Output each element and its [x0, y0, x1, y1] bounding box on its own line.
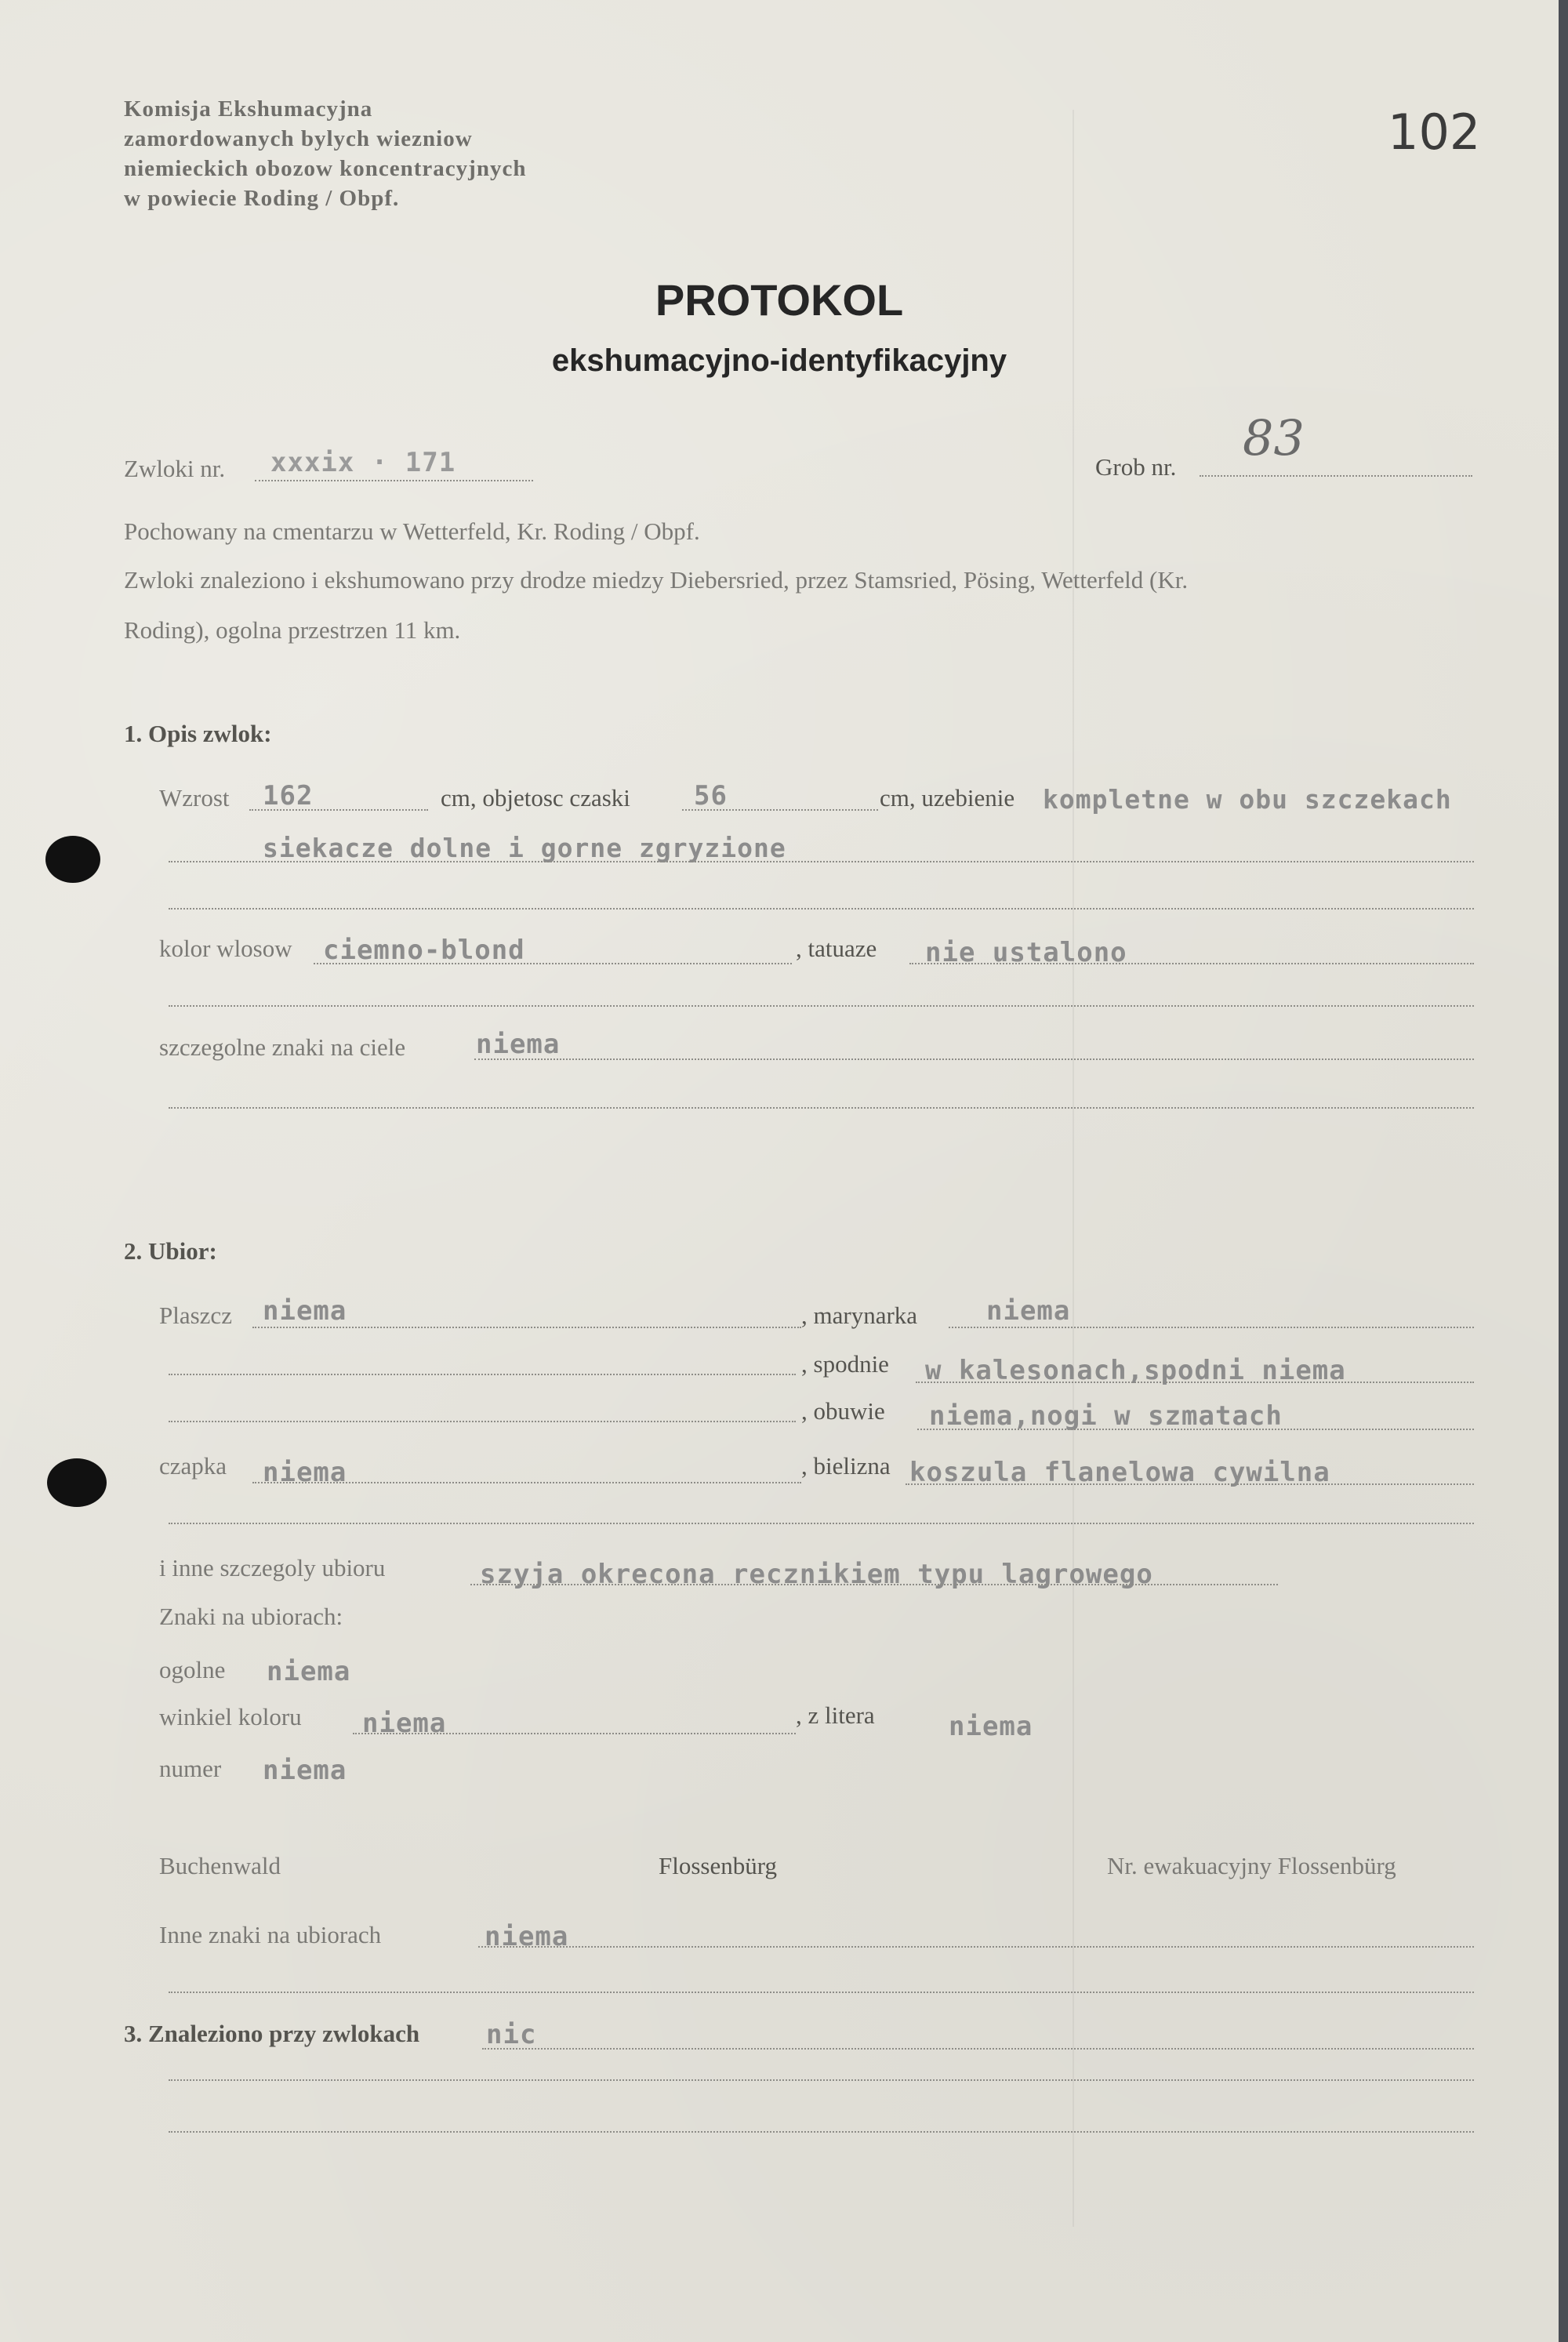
punch-hole-lower — [47, 1458, 107, 1507]
coat-label: Plaszcz — [159, 1302, 232, 1329]
skull-label: cm, objetosc czaski — [441, 784, 630, 812]
hair-color-value: ciemno-blond — [323, 935, 525, 966]
trousers-left-line — [169, 1374, 796, 1375]
underwear-label: , bielizna — [801, 1452, 891, 1480]
section-3-heading: 3. Znaleziono przy zwlokach — [124, 2020, 420, 2047]
body-number-label: Zwloki nr. — [124, 455, 226, 482]
organization-header — [124, 94, 526, 213]
trousers-value: w kalesonach,spodni niema — [925, 1355, 1346, 1386]
tattoo-value: nie ustalono — [925, 937, 1127, 968]
punch-hole-upper — [45, 836, 100, 883]
teeth-value: kompletne w obu szczekach — [1043, 784, 1452, 815]
clothing-marks-label: Znaki na ubiorach: — [159, 1603, 343, 1630]
underwear-value: koszula flanelowa cywilna — [909, 1457, 1330, 1488]
trousers-line — [916, 1382, 1474, 1383]
other-details-line — [470, 1584, 1278, 1585]
hair-color-label: kolor wlosow — [159, 935, 292, 962]
grave-number-value: 83 — [1243, 409, 1305, 467]
page-fold — [1073, 110, 1074, 2227]
teeth-label: cm, uzebienie — [880, 784, 1015, 812]
shoes-value: niema,nogi w szmatach — [929, 1400, 1283, 1432]
height-label: Wzrost — [159, 784, 230, 812]
blank-line-2 — [169, 1005, 1474, 1007]
body-marks-label: szczegolne znaki na ciele — [159, 1033, 406, 1061]
page-number: 102 — [1388, 103, 1481, 161]
letter-label: , z litera — [796, 1701, 875, 1729]
found-location-line-2: Roding), ogolna przestrzen 11 km. — [124, 616, 461, 644]
underwear-line — [906, 1483, 1474, 1485]
other-clothing-marks-line — [478, 1946, 1474, 1948]
blank-line-4 — [169, 1523, 1474, 1524]
letter-value: niema — [949, 1711, 1033, 1742]
cap-value: niema — [263, 1457, 347, 1488]
org-line-4: w powiecie Roding / Obpf. — [124, 186, 400, 211]
org-line-1: Komisja Ekshumacyjna — [124, 96, 373, 122]
flossenburg-label: Flossenbürg — [659, 1852, 778, 1879]
burial-location: Pochowany na cmentarzu w Wetterfeld, Kr. Roding / Obpf. — [124, 517, 700, 545]
teeth-line-2 — [169, 861, 1474, 862]
triangle-color-value: niema — [362, 1708, 447, 1739]
body-marks-line — [474, 1058, 1474, 1060]
blank-line-6 — [169, 2079, 1474, 2081]
document-subtitle: ekshumacyjno-identyfikacyjny — [551, 343, 1007, 378]
cap-line — [252, 1482, 801, 1483]
tattoo-label: , tatuaze — [796, 935, 877, 962]
hair-color-line — [314, 963, 792, 964]
document-title: PROTOKOL — [655, 275, 904, 325]
buchenwald-label: Buchenwald — [159, 1852, 281, 1879]
teeth-value-continued: siekacze dolne i gorne zgryzione — [263, 833, 786, 863]
blank-line-5 — [169, 1992, 1474, 1993]
other-clothing-marks-label: Inne znaki na ubiorach — [159, 1921, 382, 1948]
coat-value: niema — [263, 1295, 347, 1327]
section-1-heading: 1. Opis zwlok: — [124, 720, 272, 747]
shoes-label: , obuwie — [801, 1397, 885, 1425]
org-line-3: niemieckich obozow koncentracyjnych — [124, 156, 527, 181]
skull-value: 56 — [694, 780, 728, 812]
section-3-value: nic — [486, 2019, 537, 2050]
shoes-line — [917, 1429, 1474, 1430]
triangle-color-label: winkiel koloru — [159, 1703, 302, 1730]
triangle-color-line — [353, 1733, 796, 1734]
cap-label: czapka — [159, 1452, 227, 1480]
shoes-left-line — [169, 1421, 796, 1422]
page-edge — [1559, 0, 1568, 2342]
blank-line-1 — [169, 908, 1474, 910]
skull-line — [682, 809, 878, 811]
jacket-label: , marynarka — [801, 1302, 918, 1329]
grave-number-line — [1200, 475, 1472, 477]
other-details-value: szyja okrecona recznikiem typu lagrowego — [480, 1559, 1153, 1590]
blank-line-3 — [169, 1107, 1474, 1109]
grave-number-label: Grob nr. — [1095, 453, 1177, 481]
section-3-line — [482, 2048, 1474, 2050]
section-2-heading: 2. Ubior: — [124, 1237, 217, 1265]
number-value: niema — [263, 1755, 347, 1786]
height-line — [249, 809, 428, 811]
body-number-value: xxxix · 171 — [270, 447, 456, 478]
number-label: numer — [159, 1755, 222, 1782]
tattoo-line — [909, 963, 1474, 964]
other-clothing-marks-value: niema — [485, 1921, 569, 1952]
jacket-line — [949, 1327, 1474, 1328]
height-value: 162 — [263, 780, 314, 812]
body-marks-value: niema — [476, 1029, 561, 1060]
org-line-2: zamordowanych bylych wiezniow — [124, 126, 473, 151]
general-marks-value: niema — [267, 1656, 351, 1687]
body-number-line — [255, 480, 533, 481]
blank-line-7 — [169, 2131, 1474, 2133]
coat-line — [252, 1327, 801, 1328]
trousers-label: , spodnie — [801, 1350, 889, 1378]
found-location-line-1: Zwloki znaleziono i ekshumowano przy drodze miedzy Diebersried, przez Stamsried, Pösing, Wetterfeld (Kr. — [124, 566, 1189, 594]
general-marks-label: ogolne — [159, 1656, 226, 1683]
jacket-value: niema — [986, 1295, 1071, 1327]
evacuation-number-label: Nr. ewakuacyjny Flossenbürg — [1107, 1852, 1396, 1879]
other-details-label: i inne szczegoly ubioru — [159, 1554, 386, 1581]
